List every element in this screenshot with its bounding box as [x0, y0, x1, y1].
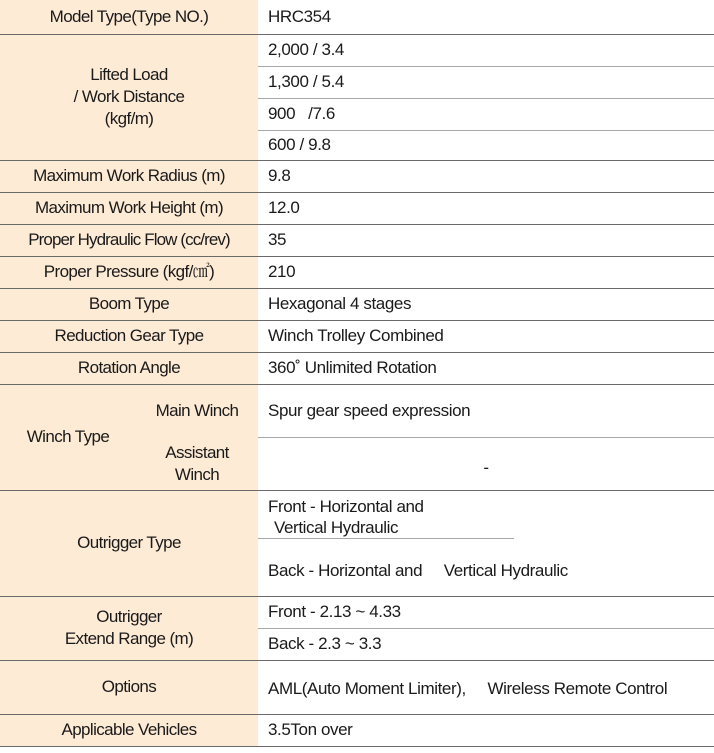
row-divider	[0, 288, 714, 289]
sub-row-divider	[258, 130, 714, 131]
sub-row-divider	[258, 538, 514, 539]
outrigger-range-label	[0, 596, 258, 660]
main-winch-value: Spur gear speed expression	[268, 400, 471, 420]
outrigger-front-line1: Front - Horizontal and	[268, 497, 424, 516]
lifted-load-label-line3: (kgf/m)	[104, 109, 154, 128]
outrigger-type-back-value: Back - Horizontal and Vertical Hydraulic	[268, 561, 568, 580]
max-work-height-value: 12.0	[268, 198, 300, 217]
reduction-gear-value: Winch Trolley Combined	[268, 326, 444, 345]
sub-row-divider	[258, 98, 714, 99]
outrigger-range-label-line2: Extend Range (m)	[64, 629, 194, 648]
max-work-radius-value: 9.8	[268, 166, 291, 185]
applicable-vehicles-label: Applicable Vehicles	[0, 714, 258, 746]
reduction-gear-label: Reduction Gear Type	[0, 320, 258, 352]
winch-type-label: Winch Type	[0, 384, 136, 490]
outrigger-front-line2: Vertical Hydraulic	[274, 518, 399, 537]
lifted-load-label-line1: Lifted Load	[90, 65, 168, 84]
outrigger-range-label-line1: Outrigger	[96, 607, 162, 626]
row-divider	[0, 352, 714, 353]
proper-pressure-value: 210	[268, 262, 296, 281]
row-divider	[0, 34, 714, 35]
rotation-angle-value: 360˚ Unlimited Rotation	[268, 358, 437, 377]
assistant-winch-label-line2: Winch	[174, 464, 220, 484]
row-divider	[0, 320, 714, 321]
model-type-value: HRC354	[268, 7, 331, 26]
lifted-load-value-1: 2,000 / 3.4	[268, 40, 344, 59]
lifted-load-value-2: 1,300 / 5.4	[268, 72, 344, 91]
boom-type-label: Boom Type	[0, 288, 258, 320]
max-work-height-label: Maximum Work Height (m)	[0, 192, 258, 224]
lifted-load-label	[0, 34, 258, 160]
sub-row-divider	[258, 628, 714, 629]
boom-type-value: Hexagonal 4 stages	[268, 294, 412, 313]
outrigger-range-front-value: Front - 2.13 ~ 4.33	[268, 602, 401, 621]
options-value: AML(Auto Moment Limiter), Wireless Remote Control	[268, 679, 668, 698]
lifted-load-value-3: 900 /7.6	[268, 104, 335, 123]
proper-pressure-label: Proper Pressure (kgf/㎠)	[0, 256, 258, 288]
row-divider	[0, 384, 714, 385]
model-type-label: Model Type(Type NO.)	[0, 0, 258, 34]
outrigger-type-label: Outrigger Type	[0, 490, 258, 596]
assistant-winch-value: -	[483, 457, 489, 477]
sub-row-divider	[258, 437, 714, 438]
row-divider	[0, 256, 714, 257]
row-divider	[0, 596, 714, 597]
applicable-vehicles-value: 3.5Ton over	[268, 720, 353, 739]
max-work-radius-label: Maximum Work Radius (m)	[0, 160, 258, 192]
sub-row-divider	[258, 66, 714, 67]
assistant-winch-label-line1: Assistant	[165, 442, 229, 462]
assistant-winch-label	[136, 437, 258, 490]
options-label: Options	[0, 660, 258, 714]
outrigger-type-front-value	[258, 490, 714, 538]
row-divider	[0, 714, 714, 715]
row-divider	[0, 224, 714, 225]
lifted-load-label-line2: / Work Distance	[73, 87, 185, 106]
hydraulic-flow-value: 35	[268, 230, 287, 249]
row-divider	[0, 660, 714, 661]
outrigger-range-back-value: Back - 2.3 ~ 3.3	[268, 634, 382, 653]
hydraulic-flow-label: Proper Hydraulic Flow (cc/rev)	[0, 224, 258, 256]
main-winch-label: Main Winch	[136, 384, 258, 437]
table-bottom-border	[0, 746, 714, 747]
rotation-angle-label: Rotation Angle	[0, 352, 258, 384]
lifted-load-value-4: 600 / 9.8	[268, 135, 331, 154]
row-divider	[0, 192, 714, 193]
row-divider	[0, 490, 714, 491]
row-divider	[0, 160, 714, 161]
